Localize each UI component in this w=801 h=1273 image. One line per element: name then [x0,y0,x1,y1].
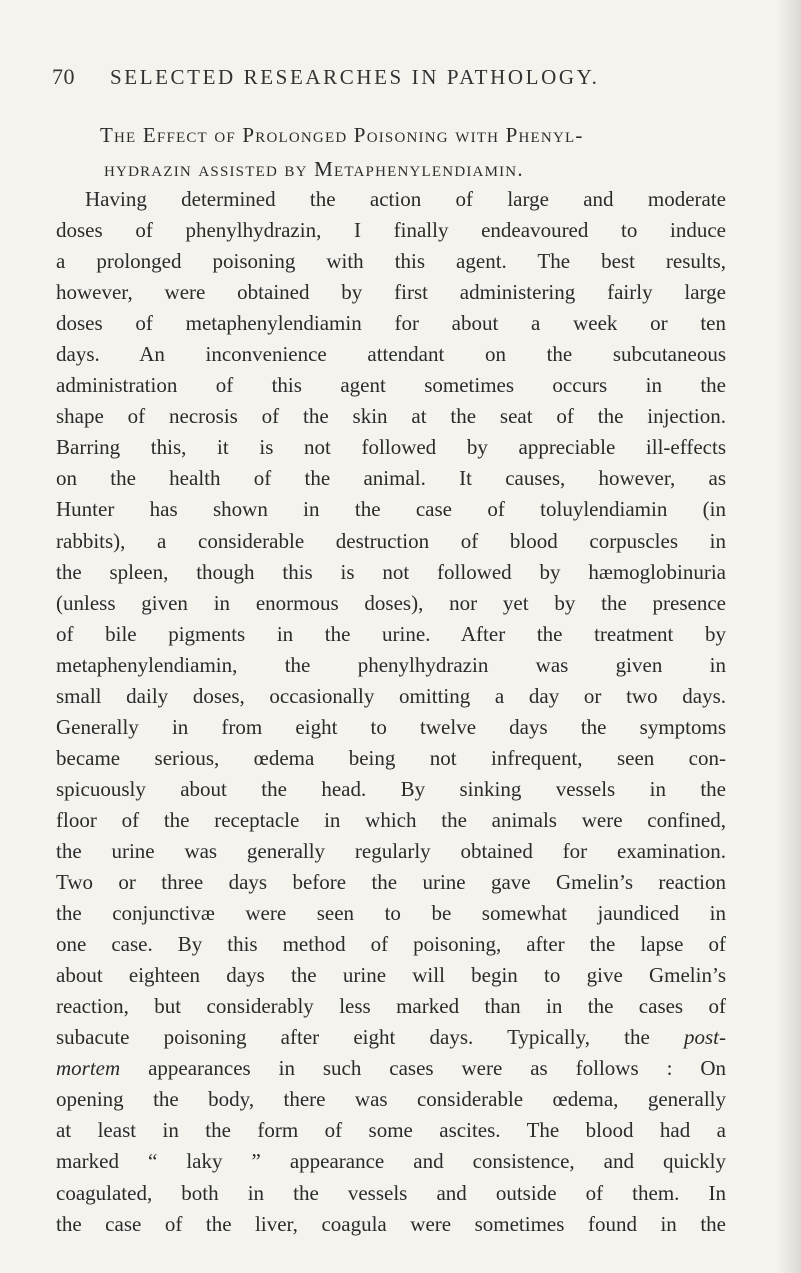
text-line: the spleen, though this is not followed by hæmoglobinuria [56,559,726,584]
text-line: one case. By this method of poisoning, after the lapse of [56,932,726,957]
text-line: administration of this agent sometimes occurs in the [56,373,726,398]
text-segment: appearances in such cases were as follows : On [148,1056,726,1081]
text-line: became serious, œdema being not infrequent, seen con- [56,745,726,770]
text-line: Hunter has shown in the case of toluylendiamin (in [56,497,726,522]
text-line: (unless given in enormous doses), nor yet by the presence [56,590,726,615]
text-line: Having determined the action of large and moderate [85,187,726,211]
page-header [52,62,714,92]
text-line: rabbits), a considerable destruction of blood corpuscles in [56,528,726,553]
running-head: SELECTED RESEARCHES IN PATHOLOGY. [110,65,600,89]
text-line: Barring this, it is not followed by appreciable ill-effects [56,435,726,460]
text-line: marked “ laky ” appearance and consistence, and quickly [56,1149,726,1174]
text-line: reaction, but considerably less marked than in the cases of [56,994,726,1019]
text-line: spicuously about the head. By sinking vessels in the [56,776,726,801]
text-line-with-italic [56,1022,726,1053]
text-line: shape of necrosis of the skin at the seat of the injection. [56,404,726,429]
text-line: however, were obtained by first administering fairly large [56,280,726,305]
italic-term: post- [684,1025,726,1050]
text-line: coagulated, both in the vessels and outside of them. In [56,1180,726,1205]
section-title-line-1: The Effect of Prolonged Poisoning with Phenyl- [100,123,584,147]
text-line: at least in the form of some ascites. The blood had a [56,1118,726,1143]
text-line: days. An inconvenience attendant on the subcutaneous [56,342,726,367]
text-line: the conjunctivæ were seen to be somewhat jaundiced in [56,901,726,926]
text-line: on the health of the animal. It causes, however, as [56,466,726,491]
text-line: a prolonged poisoning with this agent. The best results, [56,249,726,274]
text-segment: subacute poisoning after eight days. Typically, the [56,1025,650,1050]
page-number: 70 [52,64,75,89]
text-line: Generally in from eight to twelve days the symptoms [56,714,726,739]
text-line-with-italic [56,1053,726,1084]
section-title [100,118,720,186]
section-title-line-2: hydrazin assisted by Metaphenylendiamin. [104,157,524,181]
text-line: opening the body, there was considerable œdema, generally [56,1087,726,1112]
text-line: the case of the liver, coagula were sometimes found in the [56,1211,726,1236]
text-line: floor of the receptacle in which the animals were confined, [56,807,726,832]
text-line: doses of metaphenylendiamin for about a week or ten [56,311,726,336]
text-line: small daily doses, occasionally omitting a day or two days. [56,683,726,708]
text-line: doses of phenylhydrazin, I finally endeavoured to induce [56,218,726,243]
text-line: metaphenylendiamin, the phenylhydrazin was given in [56,652,726,677]
text-line: the urine was generally regularly obtained for examination. [56,838,726,863]
page-edge-shadow [779,0,801,1273]
text-line: Two or three days before the urine gave Gmelin’s reaction [56,870,726,895]
italic-term: mortem [56,1056,121,1081]
body-paragraph [56,184,726,1240]
text-line: of bile pigments in the urine. After the treatment by [56,621,726,646]
text-line: about eighteen days the urine will begin to give Gmelin’s [56,963,726,988]
